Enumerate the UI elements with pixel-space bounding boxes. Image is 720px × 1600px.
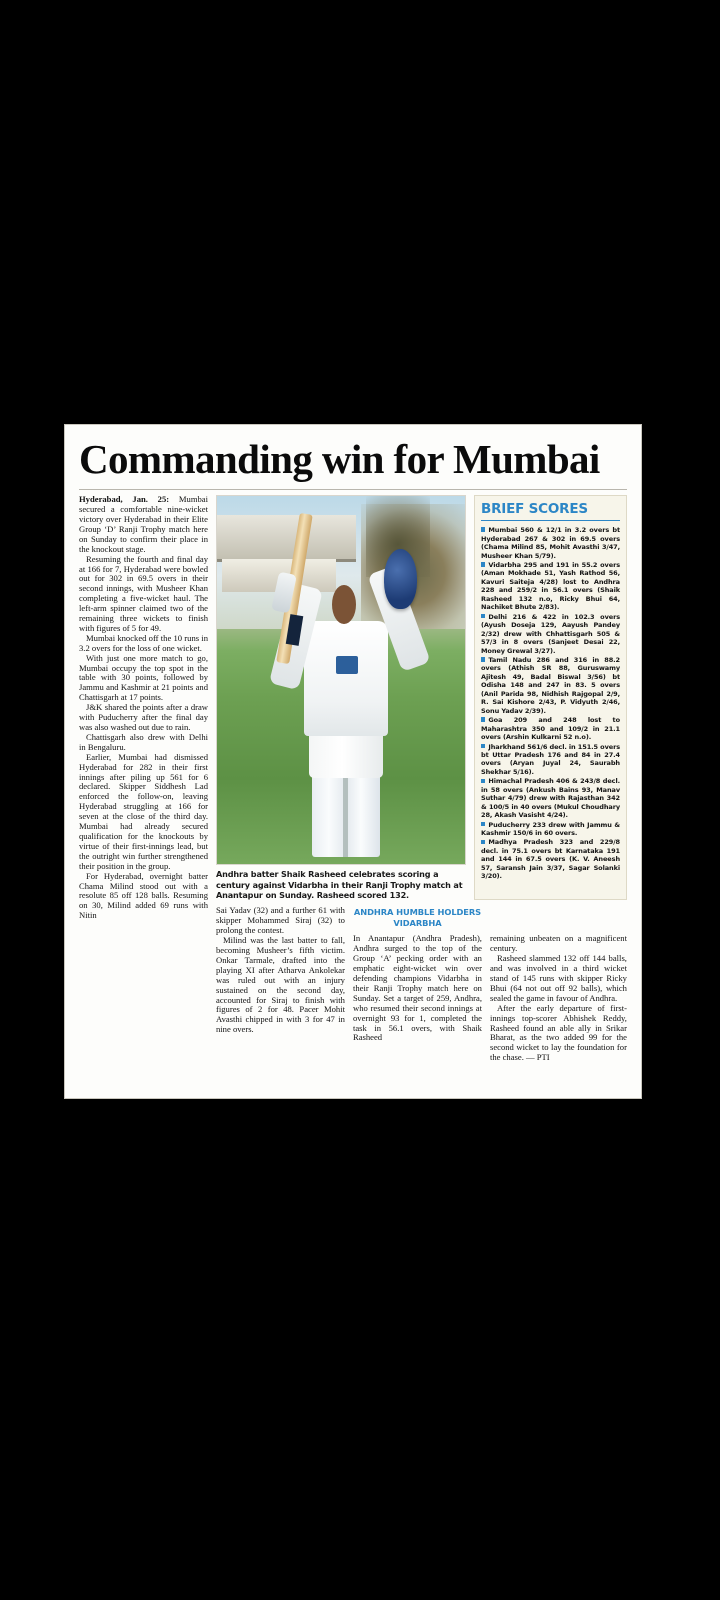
score-text: Jharkhand 561/6 decl. in 151.5 overs bt Uttar Pradesh 176 and 84 in 27.4 overs (Aryan Juyal 24, Saurabh Shekhar 5/16). [481,742,621,776]
column-4-text [490,934,627,1063]
score-item [481,526,620,560]
article-column-1 [79,495,216,1063]
article-column-2 [216,906,353,1063]
score-text: Delhi 216 & 422 in 102.3 overs (Ayush Doseja 129, Aayush Pandey 2/32) drew with Chhattisgarh 505 & 57/3 in 8 overs (Sanjeet Desai 22, Money Grewal 3/27). [481,612,620,655]
article-right-region [216,495,627,1063]
player-shirt [304,621,387,736]
paragraph: Resuming the fourth and final day at 166 for 7, Hyderabad were bowled out for 302 in 69.5 overs in their second innings, with Musheer Khan completing a five-wicket haul. The left-arm spinner claimed two of the remaining three wickets to finish with figures of 5 for 49. [79,553,208,633]
column-2-text [216,906,345,1035]
square-bullet-icon [481,822,485,826]
column-4-spacer [490,906,627,934]
paragraph: With just one more match to go, Mumbai occupy the top spot in the table with 30 points, followed by Jammu and Kashmir at 21 points and Chattisgarh at 17 points. [79,652,208,703]
score-item [481,743,620,777]
newspaper-page [64,424,642,1099]
column-1-text [79,495,208,921]
score-text: Himachal Pradesh 406 & 243/8 decl. in 58 overs (Ankush Bains 93, Manav Suthar 4/79) drew with Rajasthan 342 & 100/5 in 40 overs (Mukul Choudhary 28, Akash Vasisht 4/24). [481,777,620,820]
paragraph: J&K shared the points after a draw with Puducherry after the final day was also washed out due to rain. [79,702,208,733]
paragraph-text: Mumbai secured a comfortable nine-wicket victory over Hyderabad in their Elite Group ‘D’ Ranji Trophy match here on Sunday to confirm their place in the knockout stage. [79,494,208,554]
score-text: Vidarbha 295 and 191 in 55.2 overs (Aman Mokhade 51, Yash Rathod 56, Kavuri Saiteja 4/28) lost to Andhra 228 and 259/2 in 56.1 overs (Shaik Rasheed 132 n.o, Ricky Bhui 64, Nachiket Bhute 2/83). [481,560,620,612]
score-item [481,716,620,741]
paragraph: remaining unbeaten on a magnificent century. [489,933,627,954]
score-text: Goa 209 and 248 lost to Maharashtra 350 and 109/2 in 21.1 overs (Arshin Kulkarni 52 n.o). [481,716,620,742]
score-item [481,561,620,612]
paragraph: For Hyderabad, overnight batter Chama Milind stood out with a resolute 85 off 128 balls. Resuming on 30, Milind added 69 runs with Nitin [79,870,208,921]
paragraph: Milind was the last batter to fall, becoming Musheer’s fifth victim. Onkar Tarmale, drafted into the playing XI after Atharva Ankolekar was ruled out with an injury sustained on the second day, accounted for Siraj to finish with figures of 2 for 48. Pacer Mohit Avasthi chipped in with 3 for 47 in nine overs. [216,935,345,1035]
sub-headline: ANDHRA HUMBLE HOLDERS VIDARBHA [353,907,482,929]
score-item [481,821,620,838]
paragraph: Mumbai knocked off the 10 runs in 3.2 overs for the loss of one wicket. [79,632,208,653]
square-bullet-icon [481,840,485,844]
score-item [481,613,620,655]
square-bullet-icon [481,614,485,618]
score-text: Tamil Nadu 286 and 316 in 88.2 overs (Athish SR 88, Guruswamy Ajitesh 49, Badal Biswal 3/56) bt Odisha 148 and 247 in 83. 5 overs (Anil Parida 98, Nidhish Rajgopal 2/9, R. Sai Kishore 2/43, P. Vidyuth 2/46, Sonu Yadav 2/39). [481,655,620,715]
article-layout [79,495,627,1063]
square-bullet-icon [481,527,485,531]
paragraph [79,495,208,554]
square-bullet-icon [481,717,485,721]
brief-scores-title: BRIEF SCORES [481,501,620,521]
score-item [481,838,620,880]
paragraph: Chattisgarh also drew with Delhi in Bengaluru. [79,731,208,752]
paragraph: Rasheed slammed 132 off 144 balls, and was involved in a third wicket stand of 145 runs with skipper Ricky Bhui (64 not out off 92 balls), which sealed the game in favour of Andhra. [489,953,627,1003]
square-bullet-icon [481,657,485,661]
score-text: Puducherry 233 drew with Jammu & Kashmir 150/6 in 60 overs. [481,820,620,838]
brief-scores-box [474,495,627,900]
score-item [481,656,620,715]
headline-divider [79,489,627,490]
photo-and-scores-row [216,495,627,900]
photo-block [216,495,466,900]
photo-player [296,555,395,857]
square-bullet-icon [481,744,485,748]
square-bullet-icon [481,779,485,783]
paragraph: In Anantapur (Andhra Pradesh), Andhra surged to the top of the Group ‘A’ pecking order with an emphatic eight-wicket win over defending champions Vidarbha in their Ranji Trophy match here on Sunday. Set a target of 259, Andhra, who resumed their second innings at overnight 93 for 1, completed the task in 56.1 overs, with Shaik Rasheed [352,933,482,1043]
article-column-3 [353,906,490,1063]
article-column-4 [490,906,627,1063]
paragraph: Earlier, Mumbai had dismissed Hyderabad for 282 in their first innings after piling up 561 for 6 declared. Skipper Siddhesh Lad enforced the follow-on, leaving Hyderabad struggling at 166 for seven at the close of the third day. Mumbai had already secured qualification for the knockouts by virtue of their first-innings lead, but the outright win further strengthened their position in the group. [79,751,208,871]
paragraph: Sai Yadav (32) and a further 61 with skipper Mohammed Siraj (32) to prolong the contest. [216,905,345,936]
lower-columns-row [216,906,627,1063]
score-item [481,777,620,819]
column-3-text [353,934,482,1043]
player-head [332,585,356,624]
square-bullet-icon [481,562,485,566]
paragraph: After the early departure of first-innings top-scorer Abhishek Reddy, Rasheed found an able ally in Srikar Bharat, as the two added 99 for the second wicket to lay the foundation for the chase. — PTI [489,1002,627,1063]
page-title: Commanding win for Mumbai [79,436,600,482]
score-text: Mumbai 560 & 12/1 in 3.2 overs bt Hyderabad 267 & 302 in 69.5 overs (Chama Milind 85, Mohit Avasthi 3/47, Musheer Khan 5/79). [481,526,620,560]
article-photo [216,495,466,865]
score-text: Madhya Pradesh 323 and 229/8 decl. in 75.1 overs bt Karnataka 191 and 144 in 67.5 overs (K. V. Aneesh 57, Saransh Jain 3/37, Sagar Solanki 3/20). [481,838,620,881]
dateline: Hyderabad, Jan. 25: [79,494,170,505]
player-helmet [384,549,418,609]
photo-caption: Andhra batter Shaik Rasheed celebrates scoring a century against Vidarbha in their Ranji Trophy match at Anantapur on Sunday. Rasheed scored 132. [216,869,463,900]
